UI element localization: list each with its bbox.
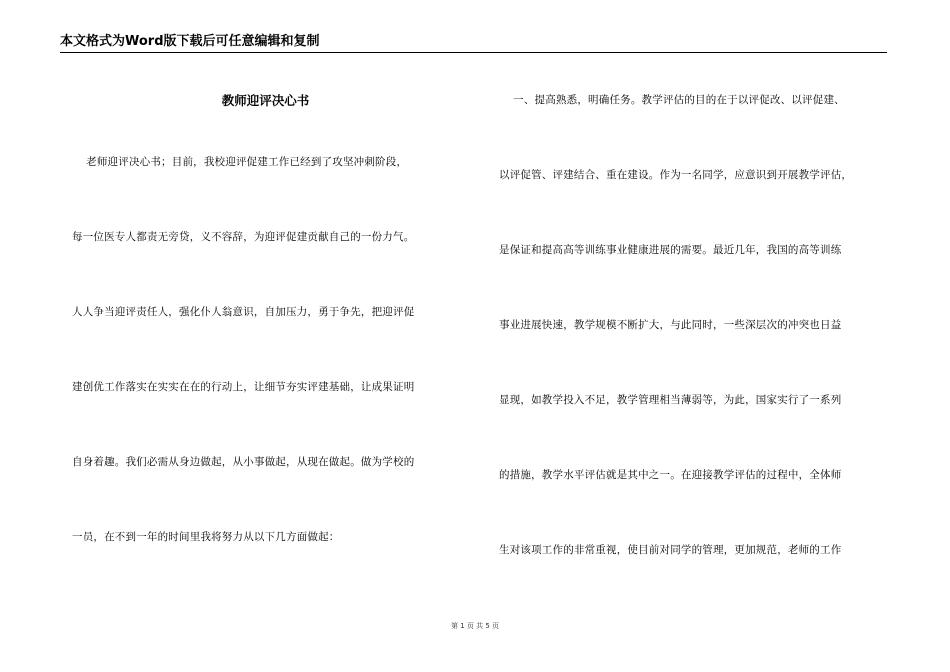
- paragraph-line: 生对该项工作的非常重视，使目前对同学的管理，更加规范，老师的工作: [499, 544, 842, 556]
- paragraph-line: 每一位医专人都责无旁贷，义不容辞，为迎评促建贡献自己的一份力气。: [72, 231, 415, 243]
- header-text: 本文格式为Word版下载后可任意编辑和复制: [60, 34, 320, 49]
- paragraph-line: 一员，在不到一年的时间里我将努力从以下几方面做起：: [72, 531, 340, 543]
- paragraph-line: 一、提高熟悉，明确任务。教学评估的目的在于以评促改、以评促建、: [499, 94, 845, 106]
- paragraph-line: 自身着趣。我们必需从身边做起，从小事做起，从现在做起。做为学校的: [72, 456, 415, 468]
- paragraph-line: 老师迎评决心书；目前，我校迎评促建工作已经到了攻坚冲刺阶段，: [72, 156, 408, 168]
- right-column: [499, 0, 886, 672]
- paragraph-line: 事业进展快速，教学规模不断扩大，与此同时，一些深层次的冲突也日益: [499, 319, 842, 331]
- document-title: 教师迎评决心书: [221, 93, 310, 108]
- paragraph-line: 的措施，教学水平评估就是其中之一。在迎接教学评估的过程中，全体师: [499, 469, 842, 481]
- paragraph-line: 显现，如教学投入不足，教学管理相当薄弱等，为此，国家实行了一系列: [499, 394, 842, 406]
- paragraph-line: 人人争当迎评责任人，强化仆人翁意识，自加压力，勇于争先，把迎评促: [72, 306, 415, 318]
- paragraph-line: 是保证和提高高等训练事业健康进展的需要。最近几年，我国的高等训练: [499, 244, 842, 256]
- paragraph-line: 建创优工作落实在实实在在的行动上，让细节夯实评建基础，让成果证明: [72, 381, 415, 393]
- paragraph-line: 以评促管、评建结合、重在建设。作为一名同学，应意识到开展教学评估，: [499, 169, 853, 181]
- left-column: [72, 0, 459, 672]
- page-footer: 第 1 页 共 5 页: [450, 622, 500, 630]
